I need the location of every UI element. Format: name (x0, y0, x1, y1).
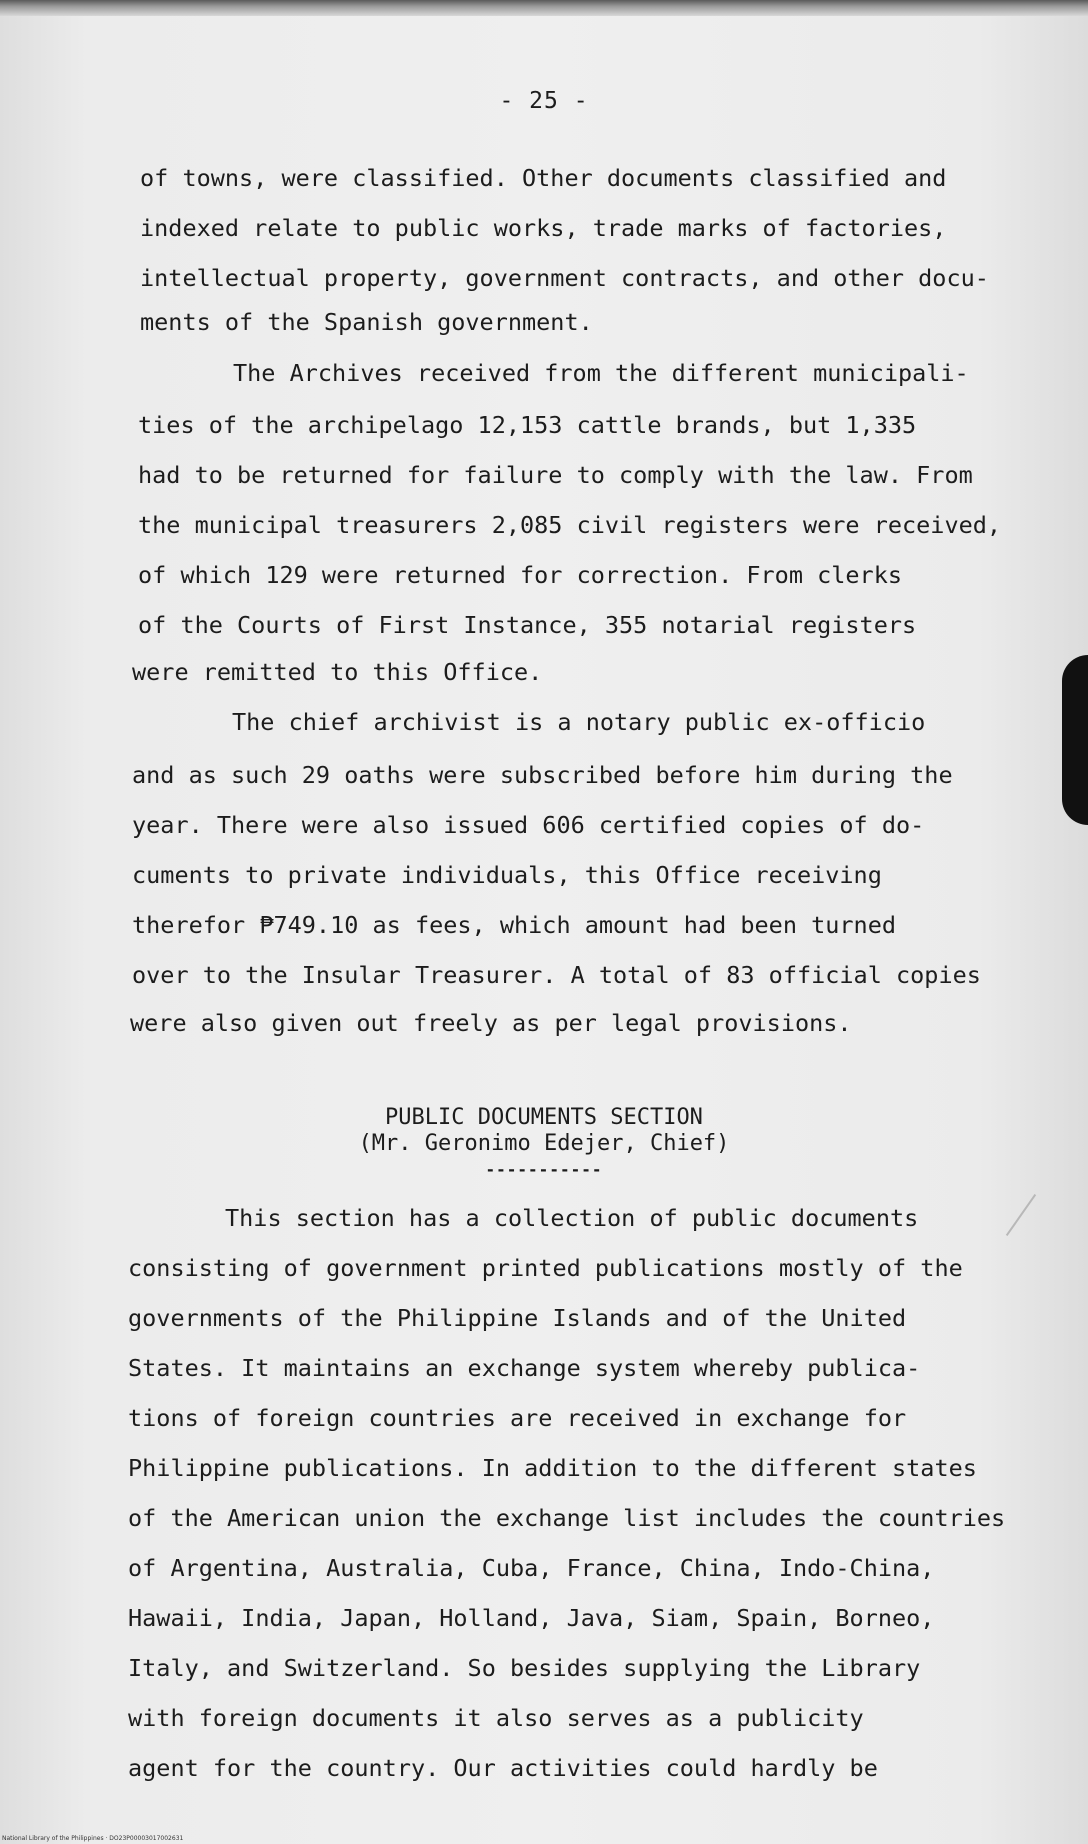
scan-top-edge (0, 0, 1088, 16)
paragraph-1-line-4: ments of the Spanish government. (140, 308, 593, 336)
paragraph-2-line-1: The Archives received from the different municipali- (233, 359, 969, 387)
page-number: - 25 - (499, 88, 589, 114)
paragraph-3-line-5: therefor ₱749.10 as fees, which amount had been turned (132, 911, 897, 939)
section-paragraph-line-11: with foreign documents it also serves as a publicity (128, 1704, 864, 1732)
section-paragraph-line-6: Philippine publications. In addition to the different states (128, 1454, 977, 1482)
section-title: PUBLIC DOCUMENTS SECTION (385, 1105, 703, 1130)
paragraph-3-line-3: year. There were also issued 606 certified copies of do- (132, 811, 925, 839)
section-paragraph-line-3: governments of the Philippine Islands and of the United (128, 1304, 907, 1332)
section-paragraph-line-2: consisting of government printed publications mostly of the (128, 1254, 963, 1282)
scan-binding-shadow (1062, 655, 1088, 825)
paragraph-3-line-1: The chief archivist is a notary public ex-officio (232, 708, 926, 736)
scan-footer-caption: National Library of the Philippines · DO23P00003017002631 (2, 1835, 184, 1842)
paragraph-3-line-6: over to the Insular Treasurer. A total of 83 official copies (132, 961, 981, 989)
section-paragraph-line-10: Italy, and Switzerland. So besides supplying the Library (128, 1654, 921, 1682)
paragraph-3-line-7: were also given out freely as per legal provisions. (130, 1009, 852, 1037)
paragraph-2-line-7: were remitted to this Office. (132, 658, 543, 686)
paragraph-2-line-3: had to be returned for failure to comply with the law. From (138, 461, 973, 489)
section-rule: ----------- (485, 1160, 603, 1179)
section-paragraph-line-9: Hawaii, India, Japan, Holland, Java, Siam, Spain, Borneo, (128, 1604, 935, 1632)
section-paragraph-line-1: This section has a collection of public documents (225, 1204, 919, 1232)
paragraph-1-line-2: indexed relate to public works, trade marks of factories, (140, 214, 947, 242)
section-paragraph-line-8: of Argentina, Australia, Cuba, France, China, Indo-China, (128, 1554, 935, 1582)
paragraph-2-line-4: the municipal treasurers 2,085 civil registers were received, (138, 511, 1002, 539)
section-paragraph-line-12: agent for the country. Our activities could hardly be (128, 1754, 878, 1782)
section-paragraph-line-4: States. It maintains an exchange system whereby publica- (128, 1354, 921, 1382)
paragraph-2-line-6: of the Courts of First Instance, 355 notarial registers (138, 611, 917, 639)
paragraph-3-line-4: cuments to private individuals, this Office receiving (132, 861, 882, 889)
section-subtitle: (Mr. Geronimo Edejer, Chief) (358, 1131, 730, 1156)
scan-scratch-mark (1006, 1194, 1036, 1236)
paragraph-1-line-1: of towns, were classified. Other documents classified and (140, 164, 947, 192)
section-paragraph-line-5: tions of foreign countries are received in exchange for (128, 1404, 907, 1432)
paragraph-3-line-2: and as such 29 oaths were subscribed before him during the (132, 761, 953, 789)
paragraph-2-line-2: ties of the archipelago 12,153 cattle brands, but 1,335 (138, 411, 917, 439)
section-paragraph-line-7: of the American union the exchange list includes the countries (128, 1504, 1006, 1532)
paragraph-1-line-3: intellectual property, government contracts, and other docu- (140, 264, 989, 292)
paragraph-2-line-5: of which 129 were returned for correction. From clerks (138, 561, 903, 589)
